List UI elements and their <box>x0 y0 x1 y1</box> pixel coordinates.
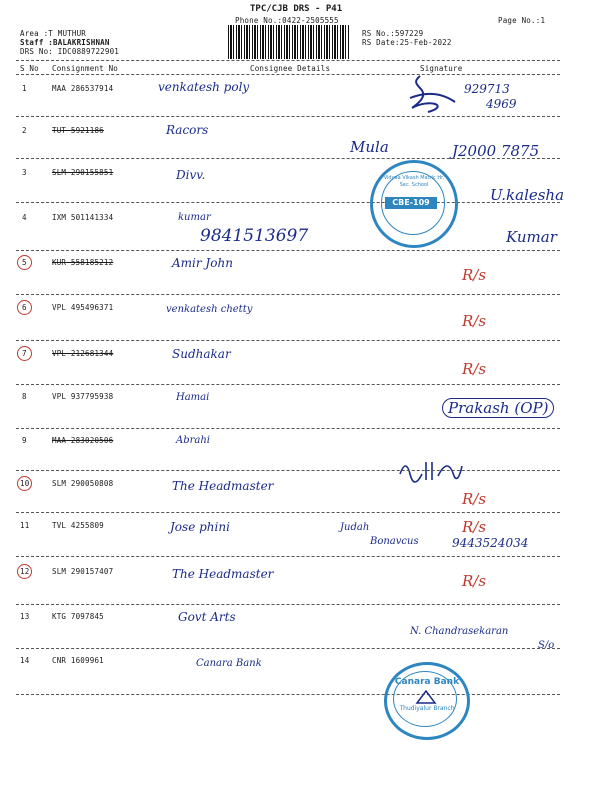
row-3-divider <box>16 202 560 203</box>
column-consignee: Consignee Details <box>250 64 331 73</box>
row-13-consignment: KTG 7097845 <box>52 612 104 621</box>
row-12-divider <box>16 604 560 605</box>
row-1-consignee: venkatesh poly <box>158 80 250 94</box>
row-2-sno: 2 <box>22 126 27 135</box>
row-3-consignment: SLM 290155851 <box>52 168 114 177</box>
row-8-sno: 8 <box>22 392 27 401</box>
row-1-consignment: MAA 286537914 <box>52 84 114 93</box>
row-4-consignee: kumar <box>178 212 211 223</box>
row-6-consignee: venkatesh chetty <box>166 304 253 315</box>
row-13-note-2: S/o <box>538 640 555 651</box>
row-9-consignment: MAA 283020506 <box>52 436 114 445</box>
row-10-divider <box>16 512 560 513</box>
row-11-note-4: R/s <box>462 518 487 536</box>
column-sno: S No <box>20 64 39 73</box>
phone-number: Phone No.:0422-2505555 <box>235 16 339 25</box>
bank-logo-icon <box>415 689 437 705</box>
row-1-sno: 1 <box>22 84 27 93</box>
row-4-divider <box>16 250 560 251</box>
row-7-divider <box>16 384 560 385</box>
row-7-note-1: R/s <box>462 360 487 378</box>
row-12-sno: 12 <box>20 567 30 576</box>
row-5-consignee: Amir John <box>172 256 233 270</box>
header-divider-bottom <box>16 74 560 75</box>
row-14-sno: 14 <box>20 656 30 665</box>
row-4-note-1: 9841513697 <box>200 226 309 246</box>
row-9-consignee: Abrahi <box>176 435 211 446</box>
row-12-consignee: The Headmaster <box>172 567 274 581</box>
row-2-divider <box>16 158 560 159</box>
row-13-note-1: N. Chandrasekaran <box>410 626 509 637</box>
row-8-consignee: Hamai <box>176 392 210 403</box>
row-4-sno: 4 <box>22 213 27 222</box>
row-14-consignment: CNR 1609961 <box>52 656 104 665</box>
row-8-divider <box>16 428 560 429</box>
row-13-consignee: Govt Arts <box>178 610 236 624</box>
row-11-consignment: TVL 4255809 <box>52 521 104 530</box>
row-11-divider <box>16 556 560 557</box>
row-11-note-2: Bonavcus <box>370 536 419 547</box>
area-label: Area :T MUTHUR <box>20 29 87 38</box>
row-8-note-1: Prakash (OP) <box>442 398 554 418</box>
bank-stamp-text: Canara Bank <box>394 677 460 687</box>
row-1-divider <box>16 116 560 117</box>
row-14-divider <box>16 694 560 695</box>
row-5-divider <box>16 294 560 295</box>
row-3-note-1: U.kalesha <box>490 186 565 204</box>
page-number: Page No.:1 <box>498 16 546 25</box>
row-5-note-1: R/s <box>462 266 487 284</box>
row-2-note-1: Mula <box>350 138 389 156</box>
document-title: TPC/CJB DRS - P41 <box>250 4 343 14</box>
row-9-sno: 9 <box>22 436 27 445</box>
row-8-consignment: VPL 937795938 <box>52 392 114 401</box>
row-13-divider <box>16 648 560 649</box>
row-6-consignment: VPL 495496371 <box>52 303 114 312</box>
school-stamp-code: CBE-109 <box>385 197 437 209</box>
rs-date: RS Date:25-Feb-2022 <box>362 38 452 47</box>
row-3-consignee: Divv. <box>176 168 206 182</box>
row-1-signature-icon <box>400 68 460 118</box>
school-stamp-text: Vidyaa Vikash Matric Hr. Sec. School <box>383 175 445 188</box>
drs-number: DRS No: IDC0889722901 <box>20 47 120 56</box>
row-1-note-1: 929713 <box>464 82 510 96</box>
row-11-consignee: Jose phini <box>170 520 230 534</box>
row-4-note-2: Kumar <box>506 228 557 246</box>
barcode-icon <box>228 25 350 59</box>
row-6-divider <box>16 340 560 341</box>
row-12-consignment: SLM 290157407 <box>52 567 114 576</box>
row-6-sno: 6 <box>22 303 27 312</box>
row-2-note-2: J2000 7875 <box>452 142 540 160</box>
row-7-consignment: VPL 212681344 <box>52 349 114 358</box>
row-12-note-1: R/s <box>462 572 487 590</box>
row-9-divider <box>16 470 560 471</box>
row-4-consignment: IXM 501141334 <box>52 213 114 222</box>
column-consignment: Consignment No <box>52 64 119 73</box>
row-5-sno: 5 <box>22 258 27 267</box>
bank-stamp-sub: Thudiyalur Branch <box>399 705 455 712</box>
row-5-consignment: KUR 558185212 <box>52 258 114 267</box>
row-2-consignee: Racors <box>166 123 209 137</box>
rs-number: RS No.:597229 <box>362 29 424 38</box>
row-14-consignee: Canara Bank <box>196 658 262 669</box>
row-10-note-1: R/s <box>462 490 487 508</box>
row-13-sno: 13 <box>20 612 30 621</box>
row-10-sno: 10 <box>20 479 30 488</box>
row-10-consignee: The Headmaster <box>172 479 274 493</box>
header-divider-top <box>16 60 560 61</box>
column-signature: Signature <box>420 64 463 73</box>
school-stamp-icon <box>370 160 458 248</box>
row-6-note-1: R/s <box>462 312 487 330</box>
bank-stamp-icon <box>384 662 470 740</box>
row-11-note-1: Judah <box>340 522 370 533</box>
row-7-sno: 7 <box>22 349 27 358</box>
row-2-consignment: TUT 5921186 <box>52 126 104 135</box>
row-11-note-3: 9443524034 <box>452 536 529 550</box>
row-1-note-2: 4969 <box>486 97 517 111</box>
row-7-consignee: Sudhakar <box>172 347 231 361</box>
row-3-sno: 3 <box>22 168 27 177</box>
row-10-consignment: SLM 290050808 <box>52 479 114 488</box>
staff-label: Staff :BALAKRISHNAN <box>20 38 110 47</box>
row-11-sno: 11 <box>20 521 30 530</box>
